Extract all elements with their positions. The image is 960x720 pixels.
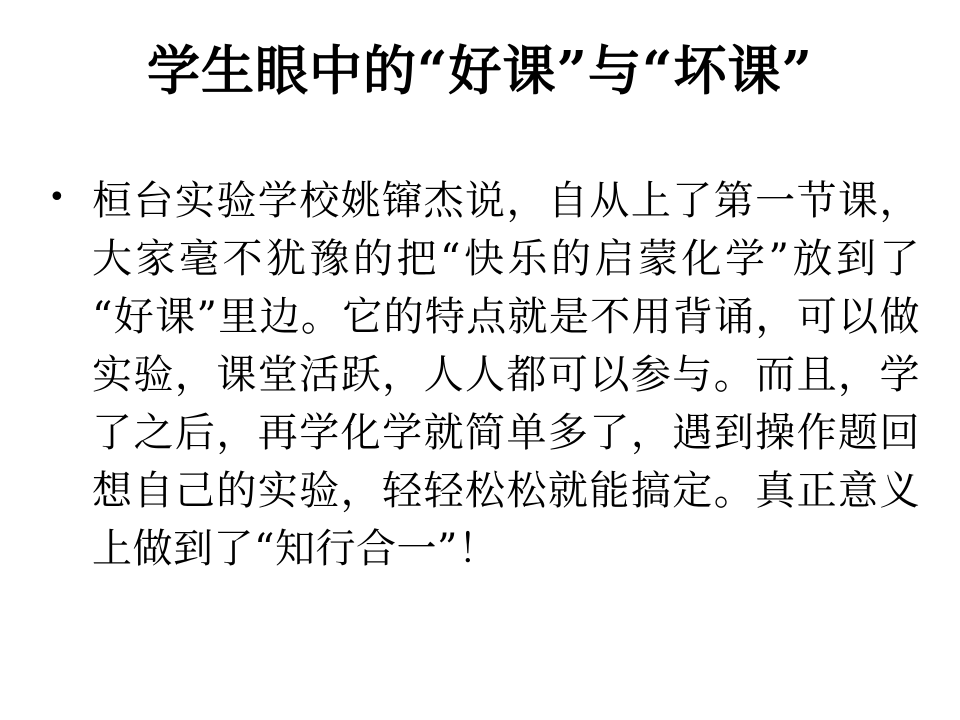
slide-body bbox=[48, 172, 920, 578]
bullet-point-icon: • bbox=[48, 180, 66, 215]
list-item bbox=[48, 172, 920, 578]
bullet-text: 桓台实验学校姚镩杰说，自从上了第一节课，大家毫不犹豫的把“快乐的启蒙化学”放到了“好课”里边。它的特点就是不用背诵，可以做实验，课堂活跃，人人都可以参与。而且，学了之后，再学化学就简单多了，遇到操作题回想自己的实验，轻轻松松就能搞定。真正意义上做到了“知行合一”！ bbox=[92, 178, 920, 572]
slide-title: 学生眼中的“好课”与“坏课” bbox=[147, 40, 813, 102]
